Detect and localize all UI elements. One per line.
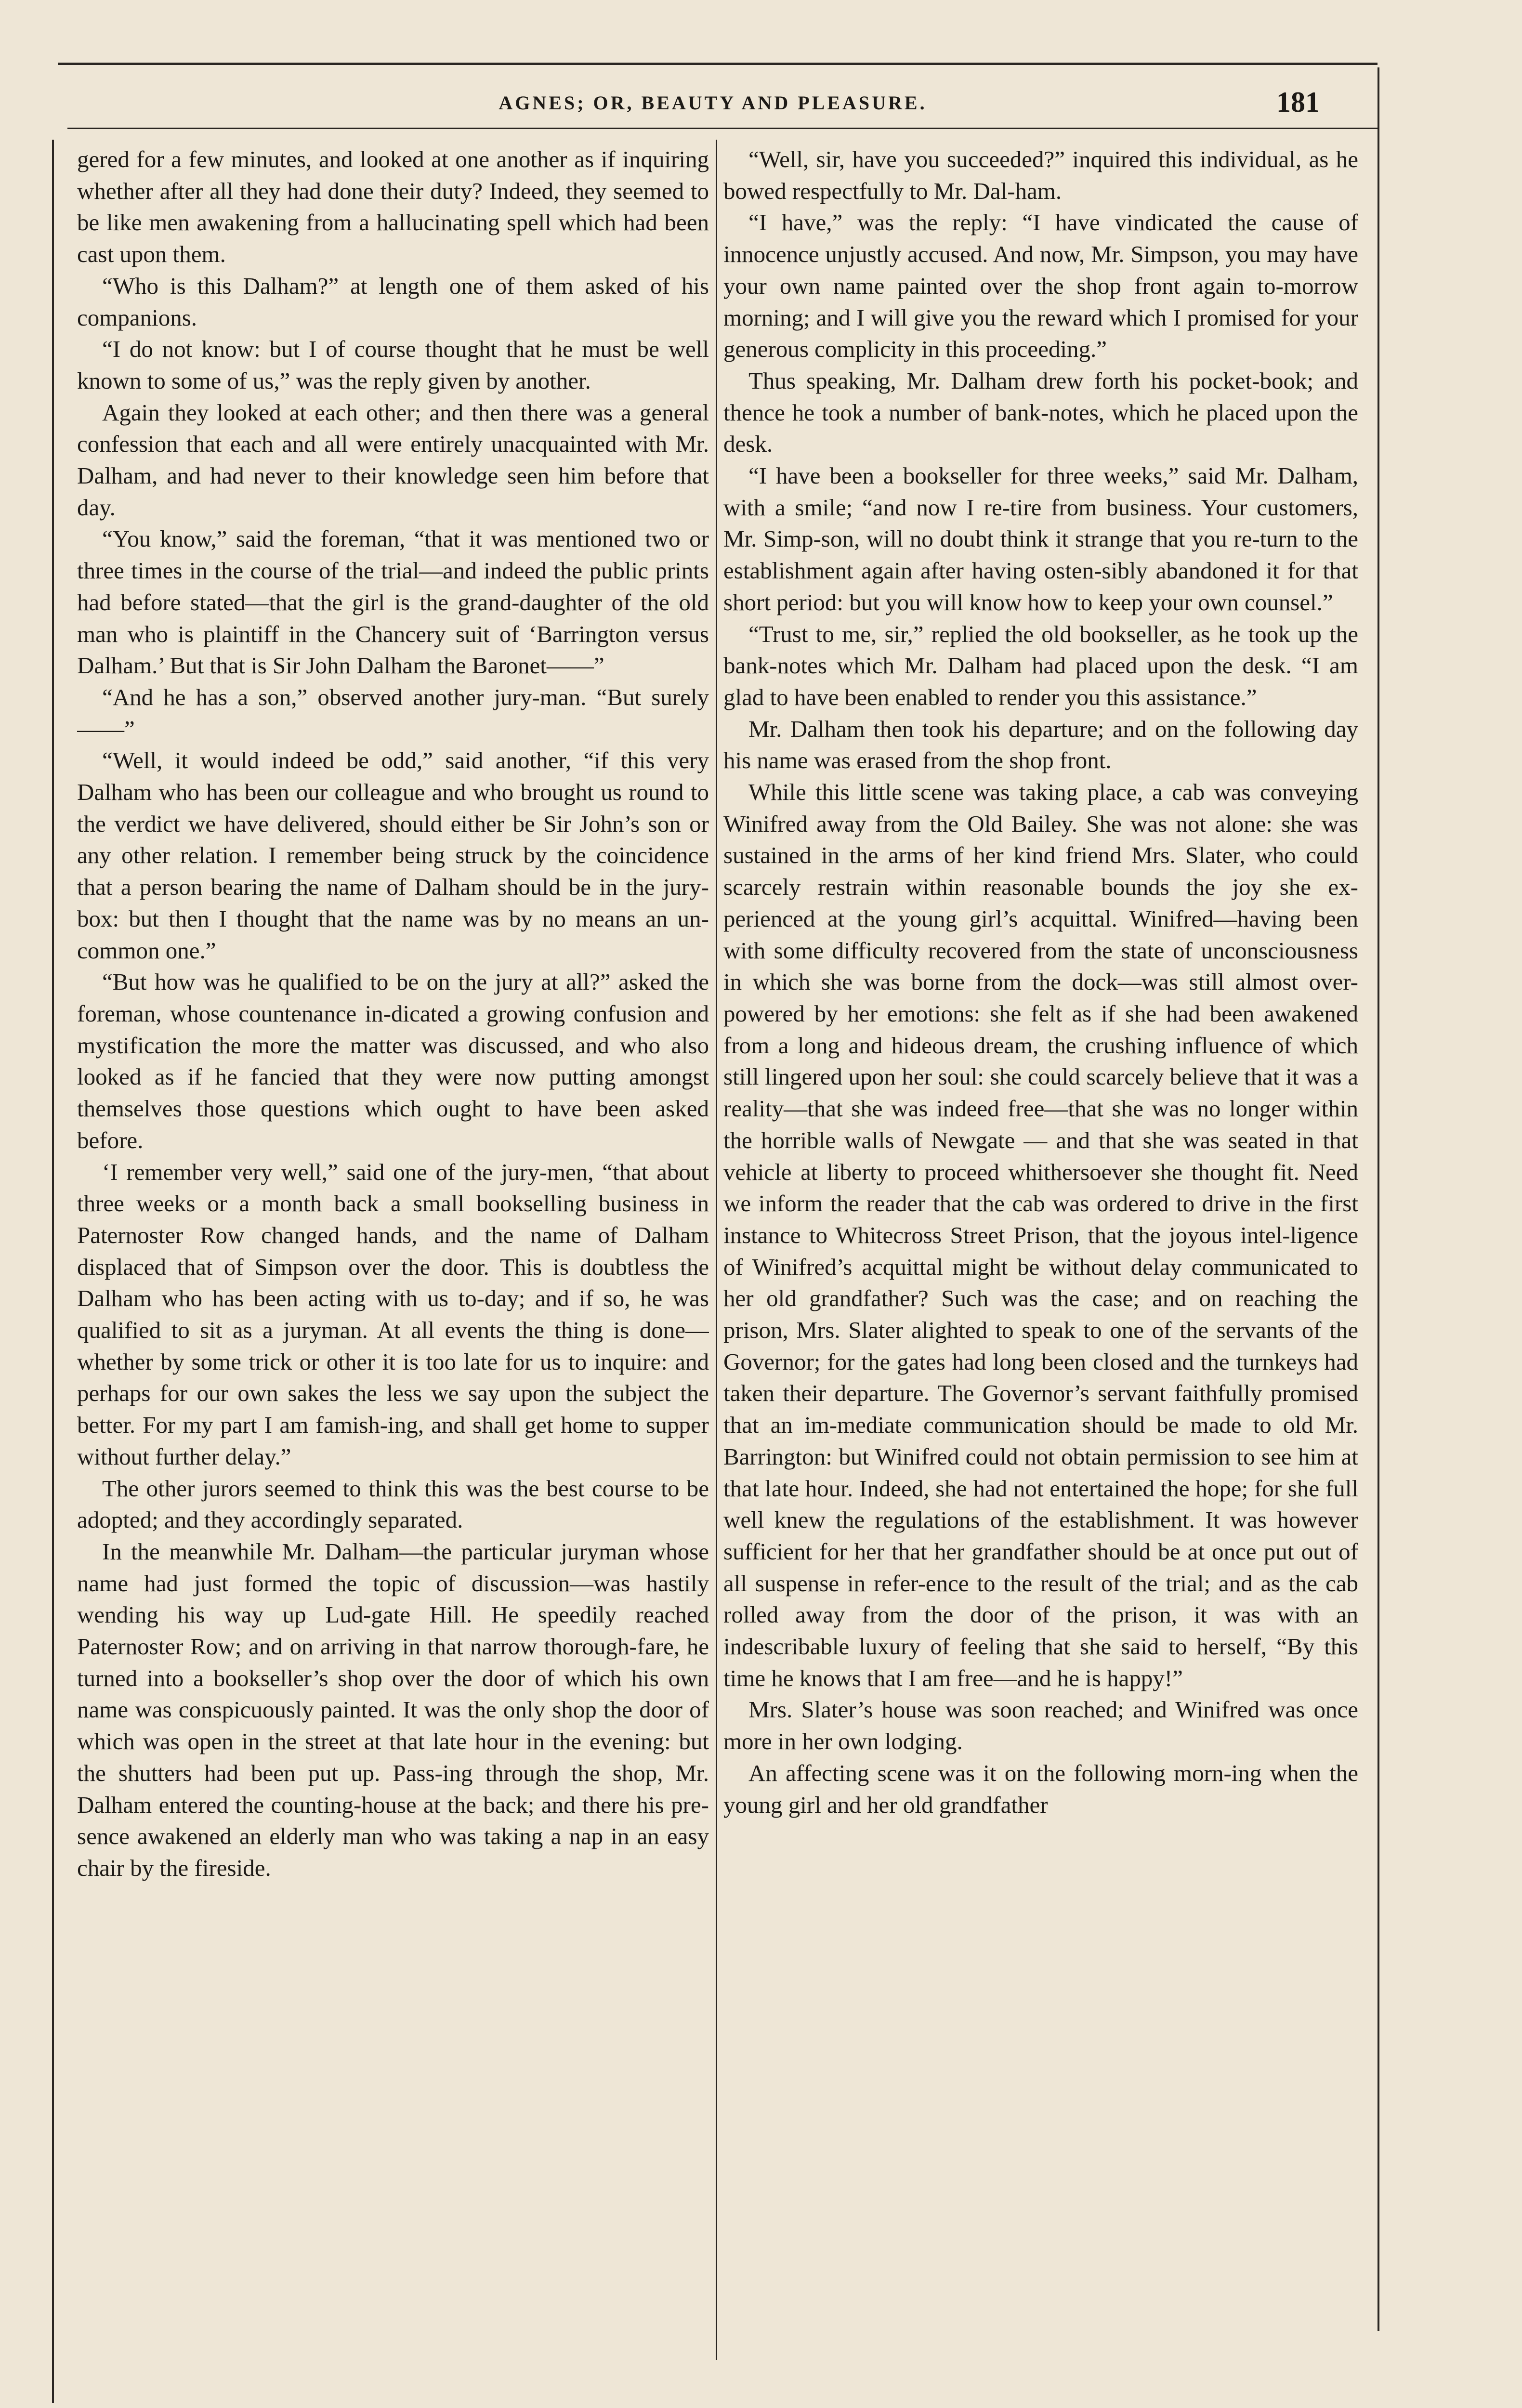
left-column-paragraph: “And he has a son,” observed another jury-man. “But surely——” xyxy=(77,683,709,742)
left-column-paragraph: “Who is this Dalham?” at length one of them asked of his companions. xyxy=(77,272,709,331)
left-column-paragraph: Again they looked at each other; and then there was a general confession that each and all were entirely unacquainted with Mr. Dalham, and had never to their knowledge seen him before that day. xyxy=(77,399,709,521)
left-column-paragraph: ‘I remember very well,” said one of the jury-men, “that about three weeks or a month back a small bookselling business in Paternoster Row changed hands, and the name of Dalham displaced that of Simpson over the door. This is doubtless the Dalham who has been acting with us to-day; and if so, he was qualified to sit as a juryman. At all events the thing is done—whether by some trick or other it is too late for us to inquire: and perhaps for our own sakes the less we say upon the subject the better. For my part I am famish-ing, and shall get home to supper without further delay.” xyxy=(77,1158,709,1470)
right-column-paragraph: While this little scene was taking place, a cab was conveying Winifred away from the Old Bailey. She was not alone: she was sustained in the arms of her kind friend Mrs. Slater, who could scarcely restrain within reasonable bounds the joy she ex-perienced at the young girl’s acquittal. Winifred—having been with some difficulty recovered from the state of unconsciousness in which she was borne from the dock—was still almost over-powered by her emotions: she felt as if she had been awakened from a long and hideous dream, the crushing influence of which still lingered upon her soul: she could scarcely believe that it was a reality—that she was indeed free—that she was no longer within the horrible walls of Newgate — and that she was seated in that vehicle at liberty to proceed whithersoever she thought fit. Need we inform the reader that the cab was ordered to drive in the first instance to Whitecross Street Prison, that the joyous intel-ligence of Winifred’s acquittal might be without delay communicated to her old grandfather? Such was the case; and on reaching the prison, Mrs. Slater alighted to speak to one of the servants of the Governor; for the gates had long been closed and the turnkeys had taken their departure. The Governor’s servant faithfully promised that an im-mediate communication should be made to old Mr. Barrington: but Winifred could not obtain permission to see him at that late hour. Indeed, she had not entertained the hope; for she full well knew the regulations of the establishment. It was however sufficient for her that her grandfather should be at once put out of all suspense in refer-ence to the result of the trial; and as the cab rolled away from the door of the prison, it was with an indescribable luxury of feeling that she said to herself, “By this time he knows that I am free—and he is happy!” xyxy=(723,779,1358,1691)
right-column-paragraph: “Well, sir, have you succeeded?” inquired this individual, as he bowed respectfully to Mr. Dal-ham. xyxy=(723,146,1358,204)
left-column-paragraph: “You know,” said the foreman, “that it was mentioned two or three times in the course of the trial—and indeed the public prints had before stated—that the girl is the grand-daughter of the old man who is plaintiff in the Chancery suit of ‘Barrington versus Dalham.’ But that is Sir John Dalham the Baronet——” xyxy=(77,525,709,679)
right-column-paragraph: “I have,” was the reply: “I have vindicated the cause of innocence unjustly accused. And now, Mr. Simpson, you may have your own name painted over the shop front again to-morrow morning; and I will give you the reward which I promised for your generous complicity in this proceeding.” xyxy=(723,209,1358,363)
right-column-paragraph: “Trust to me, sir,” replied the old bookseller, as he took up the bank-notes which Mr. Dalham had placed upon the desk. “I am glad to have been enabled to render you this assistance.” xyxy=(723,620,1358,710)
left-margin-rule xyxy=(52,140,54,2403)
right-column-paragraph: Thus speaking, Mr. Dalham drew forth his pocket-book; and thence he took a number of bank-notes, which he placed upon the desk. xyxy=(723,367,1358,458)
left-column-paragraph: gered for a few minutes, and looked at one another as if inquiring whether after all they had done their duty? Indeed, they seemed to be like men awakening from a hallucinating spell which had been cast upon them. xyxy=(77,146,709,268)
left-column xyxy=(77,144,709,2359)
right-column-paragraph: “I have been a bookseller for three weeks,” said Mr. Dalham, with a smile; “and now I re-tire from business. Your customers, Mr. Simp-son, will no doubt think it strange that you re-turn to the establishment again after having osten-sibly abandoned it for that short period: but you will know how to keep your own counsel.” xyxy=(723,462,1358,615)
left-column-paragraph: “But how was he qualified to be on the jury at all?” asked the foreman, whose countenance in-dicated a growing confusion and mystification the more the matter was discussed, and who also looked as if he fancied that they were now putting amongst themselves those questions which ought to have been asked before. xyxy=(77,968,709,1153)
right-column-paragraph: An affecting scene was it on the following morn-ing when the young girl and her old grandfather xyxy=(723,1759,1358,1818)
right-column xyxy=(723,144,1358,2359)
running-header: AGNES; OR, BEAUTY AND PLEASURE. xyxy=(499,92,927,114)
header-rule-top xyxy=(58,63,1378,65)
left-column-paragraph: “Well, it would indeed be odd,” said another, “if this very Dalham who has been our colleague and who brought us round to the verdict we have delivered, should either be Sir John’s son or any other relation. I remember being struck by the coincidence that a person bearing the name of Dalham should be in the jury-box: but then I thought that the name was by no means an un-common one.” xyxy=(77,747,709,964)
right-column-paragraph: Mrs. Slater’s house was soon reached; and Winifred was once more in her own lodging. xyxy=(723,1696,1358,1755)
left-column-paragraph: In the meanwhile Mr. Dalham—the particular juryman whose name had just formed the topic of discussion—was hastily wending his way up Lud-gate Hill. He speedily reached Paternoster Row; and on arriving in that narrow thorough-fare, he turned into a bookseller’s shop over the door of which his own name was conspicuously painted. It was the only shop the door of which was open in the street at that late hour in the evening: but the shutters had been put up. Pass-ing through the shop, Mr. Dalham entered the counting-house at the back; and there his pre-sence awakened an elderly man who was taking a nap in an easy chair by the fireside. xyxy=(77,1538,709,1881)
column-divider xyxy=(716,140,717,2360)
left-column-paragraph: The other jurors seemed to think this was the best course to be adopted; and they accordingly separated. xyxy=(77,1475,709,1533)
page-number: 181 xyxy=(1276,86,1320,118)
header-rule-bottom xyxy=(67,128,1378,129)
right-margin-rule xyxy=(1378,67,1379,2331)
right-column-paragraph: Mr. Dalham then took his departure; and on the following day his name was erased from the shop front. xyxy=(723,715,1358,774)
left-column-paragraph: “I do not know: but I of course thought that he must be well known to some of us,” was the reply given by another. xyxy=(77,336,709,394)
